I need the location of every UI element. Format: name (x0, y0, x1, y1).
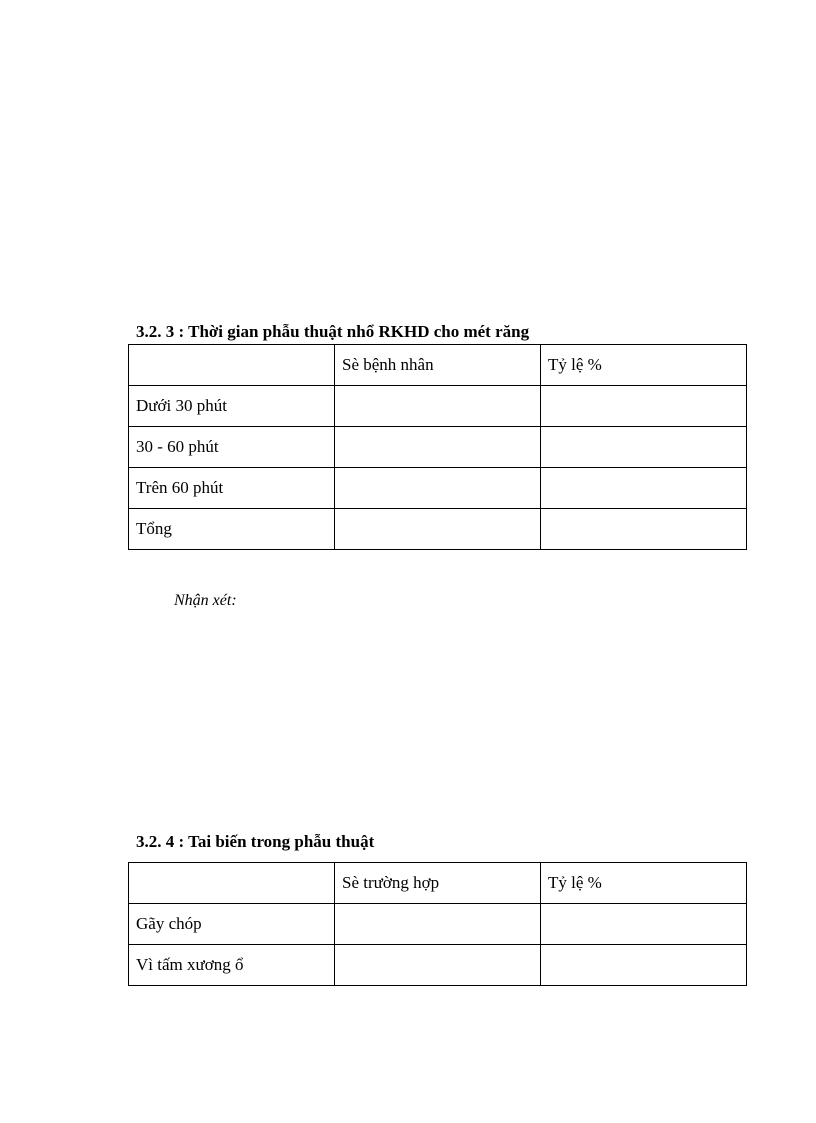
row-label: Dưới 30 phút (129, 386, 335, 427)
header-cell-empty (129, 345, 335, 386)
row-label: Gãy chóp (129, 904, 335, 945)
header-cell-patient-count: Sè bệnh nhân (335, 345, 541, 386)
surgery-time-table (128, 344, 747, 550)
table-title-complications: 3.2. 4 : Tai biến trong phẫu thuật (136, 832, 375, 851)
table-cell (541, 945, 747, 986)
table-cell (335, 509, 541, 550)
table-header-row (129, 345, 747, 386)
table-row (129, 386, 747, 427)
row-label: 30 - 60 phút (129, 427, 335, 468)
table-cell (335, 468, 541, 509)
table-row (129, 468, 747, 509)
header-cell-empty (129, 863, 335, 904)
remark-label: Nhận xét: (174, 592, 237, 609)
table-cell (541, 386, 747, 427)
table-cell (541, 468, 747, 509)
header-cell-percent: Tỷ lệ % (541, 863, 747, 904)
header-cell-case-count: Sè trường hợp (335, 863, 541, 904)
table-row (129, 904, 747, 945)
complications-table (128, 862, 747, 986)
row-label: Tổng (129, 509, 335, 550)
table-header-row (129, 863, 747, 904)
row-label: Trên 60 phút (129, 468, 335, 509)
table-cell (541, 427, 747, 468)
table-row (129, 509, 747, 550)
table-cell (335, 427, 541, 468)
header-cell-percent: Tỷ lệ % (541, 345, 747, 386)
table-cell (335, 904, 541, 945)
table-title-surgery-time: 3.2. 3 : Thời gian phẫu thuật nhổ RKHD cho mét răng (136, 322, 530, 341)
table-cell (335, 386, 541, 427)
table-row (129, 945, 747, 986)
table-cell (541, 509, 747, 550)
table-row (129, 427, 747, 468)
table-cell (335, 945, 541, 986)
row-label: Vì tấm xương ổ (129, 945, 335, 986)
table-cell (541, 904, 747, 945)
